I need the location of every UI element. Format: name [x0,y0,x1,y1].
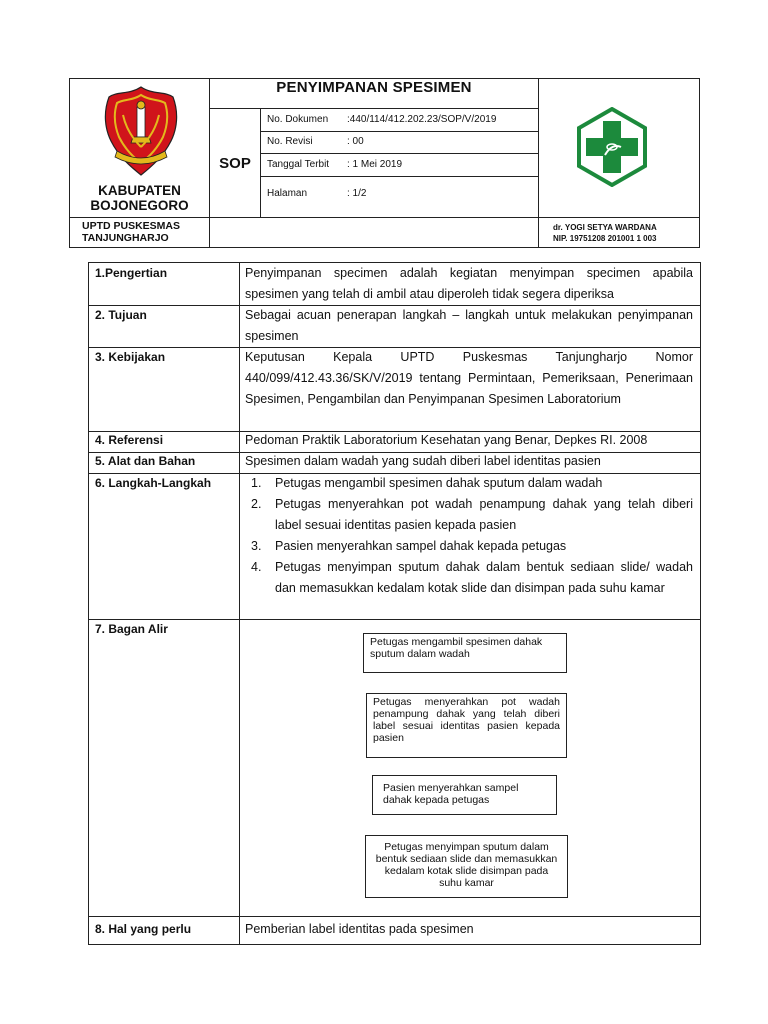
row-alat-bahan [89,452,700,474]
bojonegoro-emblem-icon [103,85,179,179]
district-line1: KABUPATEN [98,183,181,198]
step-number: 4. [251,560,262,574]
step-text: Pasien menyerahkan sampel dahak kepada petugas [275,539,567,553]
document-title: PENYIMPANAN SPESIMEN [209,78,539,109]
org-name [69,217,210,248]
step-item [251,557,693,599]
row-label: 7. Bagan Alir [95,622,168,636]
meta-value: : 1 Mei 2019 [347,159,403,170]
step-number: 3. [251,539,262,553]
row-value: Penyimpanan specimen adalah kegiatan menyimpan specimen apabila spesimen yang telah di ambil atau diperoleh tidak segera diperiksa [245,266,693,301]
step-item [251,494,693,536]
meta-row-dokumen [261,109,538,132]
meta-label: Tanggal Terbit [267,159,330,170]
sop-table [88,262,701,945]
meta-label: No. Dokumen [267,114,329,125]
document-meta [260,108,539,218]
row-value: Pedoman Praktik Laboratorium Kesehatan yang Benar, Depkes RI. 2008 [245,433,648,447]
flow-box-4: Petugas menyimpan sputum dalam bentuk sediaan slide dan memasukkan kedalam kotak slide disimpan pada suhu kamar [365,835,568,898]
district-name [70,183,209,213]
row-label: 3. Kebijakan [95,350,166,364]
puskesmas-cross-icon [572,107,652,187]
row-value: Keputusan Kepala UPTD Puskesmas Tanjungharjo Nomor 440/099/412.43.36/SK/V/2019 tentang Permintaan, Pemeriksaan, Penerimaan Spesimen, Pengambilan dan Penyimpanan Spesimen Laboratorium [245,350,693,406]
org-line1: UPTD PUSKESMAS [82,220,181,232]
meta-value: :440/114/412.202.23/SOP/V/2019 [347,114,497,125]
org-line2: TANJUNGHARJO [82,232,169,244]
step-number: 2. [251,497,262,511]
step-text: Petugas menyerahkan pot wadah penampung dahak yang telah diberi label sesuai identitas pasien kepada pasien [275,497,693,532]
puskesmas-logo-cell [538,78,700,218]
row-label: 6. Langkah-Langkah [95,476,212,490]
meta-label: No. Revisi [267,136,313,147]
row-label: 8. Hal yang perlu [95,922,192,936]
header-logo-cell [69,78,210,218]
row-pengertian [89,263,700,306]
meta-row-halaman [261,176,538,217]
row-tujuan [89,305,700,348]
signatory-name: dr. YOGI SETYA WARDANA [553,223,657,232]
row-label: 5. Alat dan Bahan [95,454,196,468]
step-text: Petugas mengambil spesimen dahak sputum dalam wadah [275,476,603,490]
meta-value: : 1/2 [347,188,367,199]
district-line2: BOJONEGORO [90,198,189,213]
row-referensi [89,431,700,453]
header-blank-cell [209,217,539,248]
steps-list [251,473,693,599]
step-item [251,473,693,494]
step-text: Petugas menyimpan sputum dahak dalam bentuk sediaan slide/ wadah dan memasukkan kedalam kotak slide dan disimpan pada suhu kamar [275,560,693,595]
row-kebijakan [89,347,700,432]
signatory [538,217,700,248]
step-number: 1. [251,476,262,490]
meta-row-revisi [261,131,538,154]
row-label: 1.Pengertian [95,266,168,280]
row-label: 4. Referensi [95,433,164,447]
row-value: Sebagai acuan penerapan langkah – langkah untuk melakukan penyimpanan spesimen [245,308,693,343]
signatory-nip: NIP. 19751208 201001 1 003 [553,234,657,243]
row-bagan-alir [89,619,700,917]
flow-box-3: Pasien menyerahkan sampel dahak kepada petugas [372,775,557,815]
row-value: Spesimen dalam wadah yang sudah diberi label identitas pasien [245,454,601,468]
row-value: Pemberian label identitas pada spesimen [245,922,474,936]
step-item [251,536,693,557]
meta-value: : 00 [347,136,364,147]
flow-box-2: Petugas menyerahkan pot wadah penampung dahak yang telah diberi label sesuai identitas pasien kepada pasien [366,693,567,758]
row-label: 2. Tujuan [95,308,147,322]
sop-label: SOP [209,108,261,218]
row-langkah [89,473,700,620]
row-hal-perlu [89,916,700,946]
meta-row-tanggal [261,153,538,177]
flow-box-1: Petugas mengambil spesimen dahak sputum dalam wadah [363,633,567,673]
meta-label: Halaman [267,188,308,199]
